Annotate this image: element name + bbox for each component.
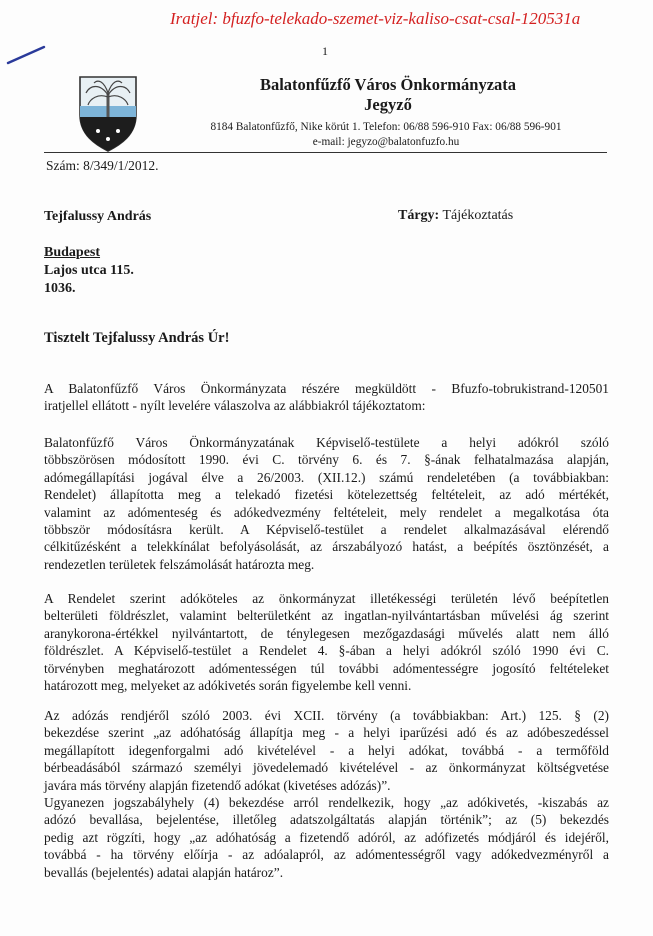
- text-line: iratjellel ellátott - nyílt levelére válaszolva az alábbiakról tájékoztatom:: [44, 398, 426, 414]
- salutation: Tisztelt Tejfalussy András Úr!: [44, 330, 230, 346]
- paragraph-3: [44, 590, 609, 694]
- recipient-name: Tejfalussy András: [44, 209, 152, 224]
- text-line: Az adózás rendjéről szóló 2003. évi XCII. törvény (a továbbiakban: Art.) 125. § (2): [44, 708, 609, 723]
- office-name: Jegyző: [364, 95, 412, 114]
- pen-mark-icon: [6, 44, 46, 66]
- page-number: 1: [322, 44, 328, 58]
- paragraph-1: [44, 380, 609, 415]
- text-line: Balatonfűzfő Város Önkormányzatának Képviselő-testülete a helyi adókról szóló: [44, 435, 609, 450]
- text-line: határozott meg, melyeket az adókivetés során figyelembe kell venni.: [44, 678, 412, 694]
- text-line: rendezetlen területek felszámolását határozta meg.: [44, 556, 315, 572]
- header-divider: [44, 152, 607, 153]
- letterhead-contact: [166, 120, 606, 149]
- subject-value: Tájékoztatás: [442, 208, 514, 223]
- text-line: Rendelet) állapította meg a telekadó fizetési kötelezettség feltételeit, az adó mértékét,: [44, 487, 609, 503]
- paragraph-2: [44, 434, 609, 573]
- text-line: valamint az adómenteség és adókedvezmény feltételeit, mely rendelet a megalkotása óta: [44, 504, 609, 520]
- text-line: célkitűzésként a telekkínálat befolyásolását, az árszabályozó hatást, a beépítés ösztönzését, a: [44, 539, 609, 555]
- text-line: javára más törvény alapján fizetendő adókat (kivetéses adózás)”.: [44, 777, 391, 793]
- recipient-postcode: 1036.: [44, 281, 76, 296]
- text-line: megállapított idegenforgalmi adó kivételével - a helyi adókat, továbbá - a termőföld: [44, 742, 609, 758]
- text-line: bérbeadásából származó személyi jövedelemadó kivételével - az önkormányzat költségvetése: [44, 760, 609, 776]
- text-line: A Rendelet szerint adóköteles az önkormányzat illetékességi területén lévő beépítetlen: [44, 591, 609, 606]
- reference-number: Szám: 8/349/1/2012.: [46, 158, 159, 173]
- text-line: adózó bevallása, bejelentése, illetőleg adatszolgáltatás alapján történik”; az (5) bekezdés: [44, 812, 609, 828]
- email-line: e-mail: jegyzo@balatonfuzfo.hu: [312, 135, 460, 148]
- address-line: 8184 Balatonfűzfő, Nike körút 1. Telefon: 06/88 596-910 Fax: 06/88 596-901: [210, 121, 562, 133]
- filing-reference: Iratjel: bfuzfo-telekado-szemet-viz-kaliso-csat-csal-120531a: [170, 9, 581, 28]
- text-line: törvényben meghatározott adómentességen túl további adómentességre jogosító feltételeket: [44, 660, 609, 676]
- text-line: bevallás (bejelentés) adatai alapján határoz”.: [44, 864, 284, 880]
- org-name: Balatonfűzfő Város Önkormányzata: [259, 75, 517, 94]
- recipient-block: [44, 208, 151, 298]
- text-line: földrészlet. A Képviselő-testület a Rendelet 4. §-ában a helyi adókról szóló 1990 évi C.: [44, 643, 609, 659]
- text-line: többször módosításra került. A Képviselő-testület a rendelet alkalmazásával elérendő: [44, 522, 609, 538]
- letterhead-title: [228, 75, 548, 115]
- recipient-city: Budapest: [44, 245, 101, 260]
- text-line: bekezdése szerint „az adóhatóság állapítja meg - a helyi iparűzési adó és az adóbeszedéssel: [44, 725, 609, 741]
- text-line: aranykorona-értékkel nyilvántartott, de ténylegesen mezőgazdasági művelés alatt nem álló: [44, 625, 609, 641]
- subject-line: [398, 208, 513, 224]
- text-line: A Balatonfűzfő Város Önkormányzata részére megküldött - Bfuzfo-tobrukistrand-120501: [44, 381, 609, 396]
- subject-label: Tárgy:: [398, 208, 440, 223]
- text-line: többszörösen módosított 1990. évi C. törvény 6. és 7. §-ának felhatalmazása alapján,: [44, 452, 609, 468]
- paragraph-4: [44, 707, 609, 881]
- text-line: adómegállapítási jogával élve a 26/2003. (XII.12.) számú rendeletében (a továbbiakban:: [44, 469, 609, 485]
- text-line: pedig azt rögzíti, hogy „az adóhatóság a fizetendő adóról, az adófizetés módjáról és idejéről,: [44, 829, 609, 845]
- text-line: továbbá - ha törvény előírja - az adóalapról, az adómentességről vagy adókedvezményről a: [44, 847, 609, 863]
- recipient-street: Lajos utca 115.: [44, 263, 134, 278]
- coat-of-arms-icon: [76, 73, 140, 153]
- text-line: belterületi földrészlet, valamint belterületként az ingatlan-nyilvántartásban művelési ág szerint: [44, 608, 609, 624]
- text-line: Ugyanezen jogszabályhely (4) bekezdése arról rendelkezik, hogy „az adókivetés, -kiszabás az: [44, 795, 609, 811]
